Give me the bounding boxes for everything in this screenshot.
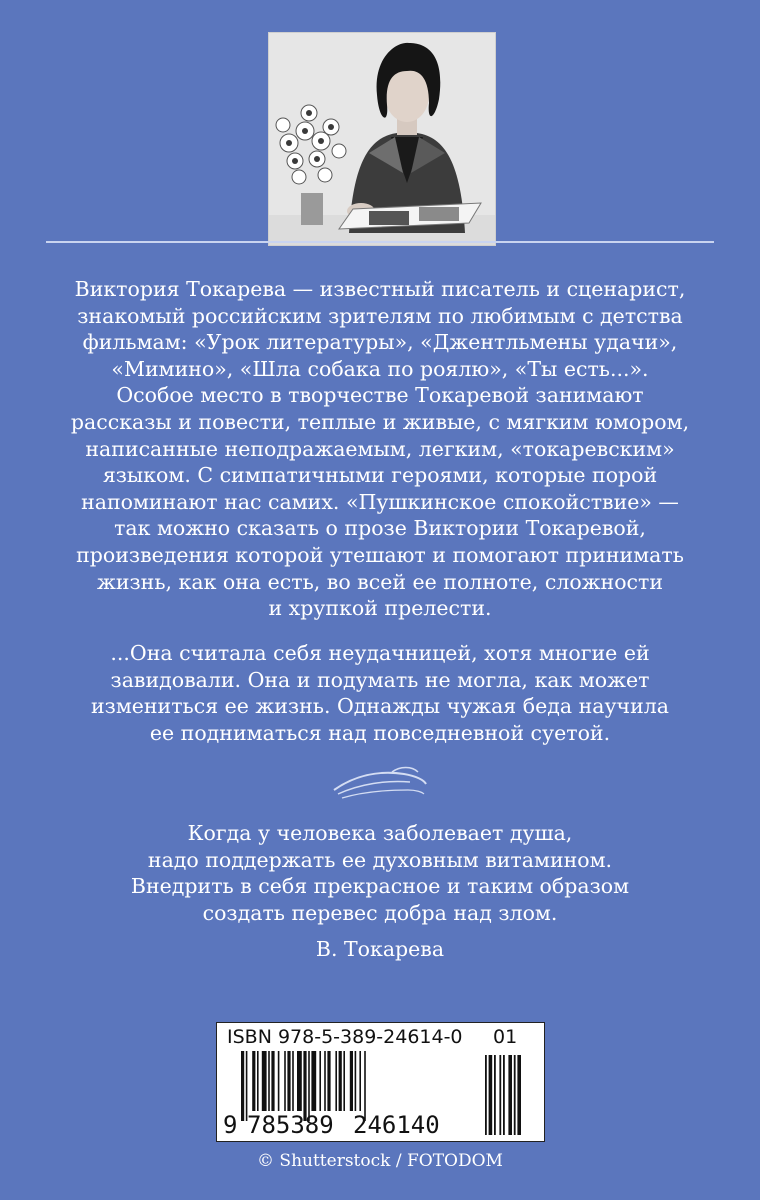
barcode-bar (284, 1051, 286, 1111)
excerpt-line: измениться ее жизнь. Однажды чужая беда научила (90, 694, 670, 719)
barcode-addon-bar (489, 1055, 493, 1135)
barcode-addon-bar (517, 1055, 521, 1135)
quote-line: Внедрить в себя прекрасное и таким образом (130, 874, 630, 899)
barcode-bar (271, 1051, 274, 1111)
quote-line: создать перевес добра над злом. (202, 900, 558, 925)
blurb-line: знакомый российским зрителям по любимым с детства (77, 303, 683, 328)
barcode-bar (343, 1051, 345, 1111)
quote-line: надо поддержать ее духовным витамином. (147, 847, 613, 872)
excerpt-line: ее подниматься над повседневной суетой. (149, 720, 611, 745)
flourish-ornament-icon (330, 764, 430, 800)
blurb-line: рассказы и повести, теплые и живые, с мягким юмором, (70, 409, 690, 434)
barcode-addon-bar (494, 1055, 496, 1135)
barcode-addon-bar (485, 1055, 487, 1135)
author-photo (268, 32, 496, 246)
blurb-line: напоминают нас самих. «Пушкинское спокойствие» — (81, 489, 679, 514)
isbn-number: ISBN 978-5-389-24614-0 (227, 1026, 463, 1048)
photo-credit: © Shutterstock / FOTODOM (257, 1151, 503, 1171)
quote-line: Когда у человека заболевает душа, (187, 821, 573, 845)
blurb-line: жизнь, как она есть, во всей ее полноте, сложности (96, 569, 664, 594)
blurb-line: произведения которой утешают и помогают принимать (76, 542, 684, 567)
barcode-bar (350, 1051, 353, 1111)
isbn-addon-code: 01 (493, 1026, 518, 1048)
blurb-line: и хрупкой прелести. (268, 596, 492, 621)
barcode-addon-bar (503, 1055, 505, 1135)
barcode-addon-bar (499, 1055, 501, 1135)
quote-paragraph (40, 820, 720, 926)
blurb-line: Особое место в творчестве Токаревой занимают (116, 383, 644, 408)
barcode-bar (241, 1051, 244, 1121)
barcode-bar (257, 1051, 259, 1111)
barcode-bar (252, 1051, 255, 1111)
blurb-line: «Мимино», «Шла собака по роялю», «Ты есть...». (111, 356, 649, 381)
excerpt-line: завидовали. Она и подумать не могла, как может (110, 667, 650, 692)
excerpt-line: ...Она считала себя неудачницей, хотя многие ей (110, 641, 650, 665)
divider-rule (46, 241, 714, 243)
blurb-line: написанные неподражаемым, легким, «токаревским» (85, 436, 675, 461)
barcode-bar (311, 1051, 316, 1111)
barcode-addon-bar (508, 1055, 512, 1135)
barcode-bar (335, 1051, 337, 1111)
barcode-bar (278, 1051, 280, 1111)
barcode-bar (292, 1051, 294, 1111)
barcode-bar (297, 1051, 302, 1111)
barcode-bar (262, 1051, 267, 1111)
barcode-bar (268, 1051, 270, 1111)
blurb-line: Виктория Токарева — известный писатель и сценарист, (74, 277, 686, 301)
barcode-addon-bar (514, 1055, 516, 1135)
barcode-digit-prefix: 9 (223, 1111, 238, 1139)
author-portrait-icon (269, 33, 495, 245)
blurb-paragraph (40, 276, 720, 622)
isbn-barcode (216, 1022, 545, 1142)
barcode-bar (324, 1051, 326, 1111)
barcode-bar (319, 1051, 321, 1111)
barcode-bar (339, 1051, 342, 1111)
quote-author: В. Токарева (315, 937, 445, 961)
barcode-bar (359, 1051, 361, 1111)
barcode-bar (287, 1051, 290, 1111)
barcode-bar (355, 1051, 357, 1111)
blurb-line: языком. С симпатичными героями, которые порой (102, 463, 658, 488)
barcode-digit-group-right: 246140 (353, 1111, 440, 1139)
barcode-bar (327, 1051, 330, 1111)
barcode-digit-group-left: 785389 (247, 1111, 334, 1139)
blurb-line: так можно сказать о прозе Виктории Токаревой, (114, 516, 646, 541)
excerpt-paragraph (40, 640, 720, 746)
blurb-line: фильмам: «Урок литературы», «Джентльмены удачи», (82, 330, 678, 355)
